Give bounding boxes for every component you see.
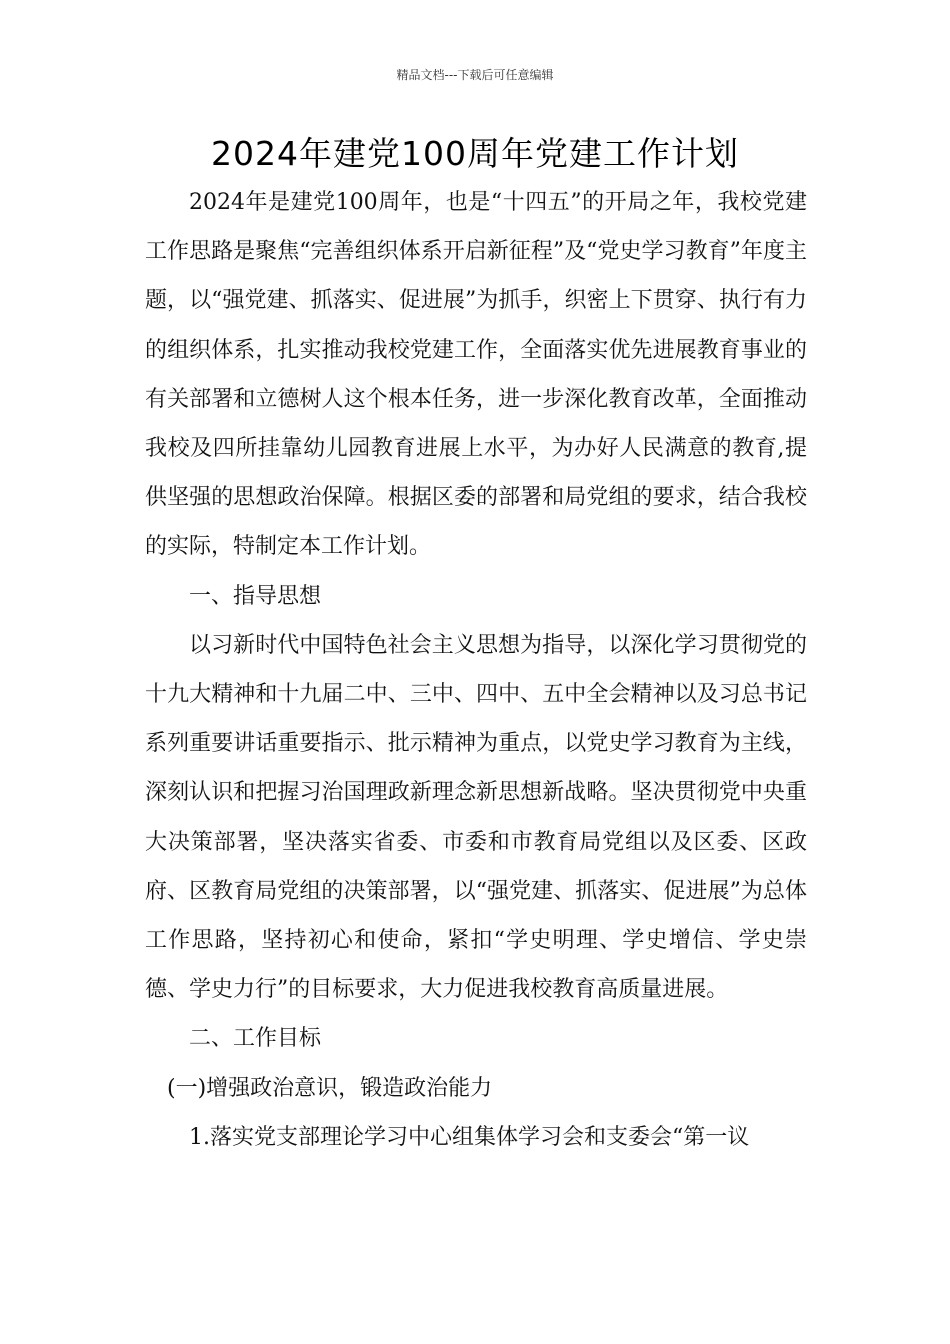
section-heading-work-goals: 二、工作目标 [189,1026,322,1052]
intro-paragraph: 2024年是建党100周年，也是“十四五”的开局之年，我校党建工作思路是聚焦“完善组织体系开启新征程”及“党史学习教育”年度主题，以“强党建、抓落实、促进展”为抓手，织密上下贯穿、执行有力的组织体系，扎实推动我校党建工作，全面落实优先进展教育事业的有关部署和立德树人这个根本任务，进一步深化教育改革，全面推动我校及四所挂靠幼儿园教育进展上水平，为办好人民满意的教育,提供坚强的思想政治保障。根据区委的部署和局党组的要求，结合我校的实际，特制定本工作计划。 [145,190,807,560]
list-item-study-meeting: 1.落实党支部理论学习中心组集体学习会和支委会“第一议 [189,1124,750,1150]
document-body [145,178,807,1162]
guiding-thought-paragraph: 以习新时代中国特色社会主义思想为指导，以深化学习贯彻党的十九大精神和十九届二中、三中、四中、五中全会精神以及习总书记系列重要讲话重要指示、批示精神为重点，以党史学习教育为主线，深刻认识和把握习治国理政新理念新思想新战略。坚决贯彻党中央重大决策部署，坚决落实省委、市委和市教育局党组以及区委、区政府、区教育局党组的决策部署，以“强党建、抓落实、促进展”为总体工作思路，坚持初心和使命，紧扣“学史明理、学史增信、学史崇德、学史力行”的目标要求，大力促进我校教育高质量进展。 [145,632,807,1003]
section-heading-guiding-thought: 一、指导思想 [189,583,322,609]
header-note: 精品文档---下载后可任意编辑 [396,68,554,82]
sub-heading-political-awareness: (一)增强政治意识，锻造政治能力 [167,1075,493,1101]
document-title: 2024年建党100周年党建工作计划 [211,134,739,173]
